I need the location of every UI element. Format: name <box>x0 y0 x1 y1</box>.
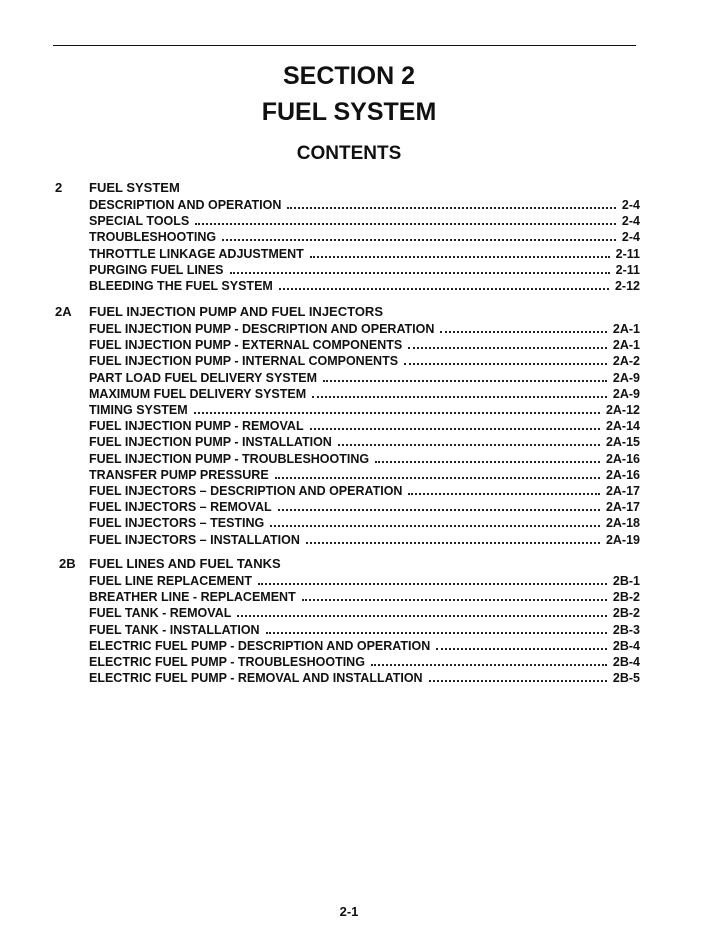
toc-entry-label: TRANSFER PUMP PRESSURE <box>89 467 269 482</box>
toc-entry-label: FUEL TANK - INSTALLATION <box>89 622 260 637</box>
section-number: 2B <box>59 556 76 571</box>
toc-entry-page: 2B-2 <box>612 590 640 605</box>
toc-entry-page: 2A-9 <box>612 370 640 385</box>
toc-entry-page: 2B-3 <box>612 622 640 637</box>
toc-entry[interactable] <box>89 604 640 620</box>
toc-entry-page: 2A-15 <box>605 435 640 450</box>
toc-entry-page: 2A-9 <box>612 386 640 401</box>
toc-entry[interactable] <box>89 261 640 277</box>
dot-leader <box>310 426 600 430</box>
dot-leader <box>312 394 607 398</box>
toc-entry-label: DESCRIPTION AND OPERATION <box>89 198 282 212</box>
dot-leader <box>323 378 607 382</box>
toc-entry[interactable] <box>89 385 640 401</box>
toc-entry-page: 2A-16 <box>605 451 640 466</box>
toc-entry[interactable] <box>89 482 640 498</box>
toc-entry[interactable] <box>89 401 640 417</box>
toc-entry-page: 2A-19 <box>605 532 640 547</box>
toc-entry[interactable] <box>89 228 640 244</box>
toc-entry[interactable] <box>89 433 640 449</box>
page-number: 2-1 <box>339 904 359 919</box>
toc-entry-label: TIMING SYSTEM <box>89 403 188 417</box>
toc-entry-page: 2B-4 <box>612 638 640 653</box>
dot-leader <box>278 507 600 511</box>
toc-entry-page: 2-4 <box>621 214 640 229</box>
dot-leader <box>279 286 609 290</box>
toc-entry[interactable] <box>89 336 640 352</box>
dot-leader <box>408 491 599 495</box>
toc-entry[interactable] <box>89 212 640 228</box>
page-title: FUEL SYSTEM <box>261 98 437 126</box>
toc-entry[interactable] <box>89 572 640 588</box>
dot-leader <box>436 646 607 650</box>
contents-heading: CONTENTS <box>296 143 402 164</box>
toc-entry-page: 2-4 <box>621 230 640 245</box>
toc-entry-page: 2-12 <box>614 279 640 293</box>
toc-entry[interactable] <box>89 637 640 653</box>
toc-entry[interactable] <box>89 498 640 514</box>
section-title: FUEL INJECTION PUMP AND FUEL INJECTORS <box>89 304 383 319</box>
dot-leader <box>275 475 600 479</box>
section-number: 2 <box>55 180 63 195</box>
toc-entry[interactable] <box>89 369 640 385</box>
toc-entry[interactable] <box>89 621 640 637</box>
toc-entry-page: 2B-2 <box>612 606 640 621</box>
dot-leader <box>287 205 616 209</box>
toc-entry-label: TROUBLESHOOTING <box>89 230 217 245</box>
toc-entry[interactable] <box>89 514 640 530</box>
section-number: 2A <box>55 304 72 319</box>
toc-entry-page: 2A-17 <box>605 500 640 515</box>
dot-leader <box>429 678 607 682</box>
dot-leader <box>440 329 607 333</box>
dot-leader <box>237 613 607 617</box>
toc-entry[interactable] <box>89 653 640 669</box>
toc-entry-label: FUEL INJECTION PUMP - EXTERNAL COMPONENTS <box>89 338 403 353</box>
toc-entry-label: SPECIAL TOOLS <box>89 214 190 229</box>
toc-entry-page: 2A-16 <box>605 467 640 482</box>
dot-leader <box>230 270 610 274</box>
toc-entry-page: 2-11 <box>615 262 640 277</box>
toc-entry-label: FUEL TANK - REMOVAL <box>89 606 232 621</box>
toc-entry-label: ELECTRIC FUEL PUMP - TROUBLESHOOTING <box>89 655 365 669</box>
dot-leader <box>222 237 616 241</box>
top-rule <box>53 45 636 46</box>
dot-leader <box>302 597 607 601</box>
toc-entry-page: 2B-1 <box>612 574 640 588</box>
toc-entry-label: FUEL INJECTORS – INSTALLATION <box>89 532 300 547</box>
toc-entry[interactable] <box>89 277 640 293</box>
toc-entry[interactable] <box>89 196 640 212</box>
toc-entry-label: MAXIMUM FUEL DELIVERY SYSTEM <box>89 386 307 401</box>
toc-entry-page: 2A-1 <box>612 322 640 336</box>
toc-entry-label: ELECTRIC FUEL PUMP - DESCRIPTION AND OPERATION <box>89 638 431 653</box>
toc-entry-label: BLEEDING THE FUEL SYSTEM <box>89 279 273 293</box>
dot-leader <box>194 410 600 414</box>
toc-entry-page: 2A-18 <box>605 516 640 531</box>
toc-entry-label: FUEL INJECTORS – REMOVAL <box>89 500 272 515</box>
dot-leader <box>258 581 607 585</box>
dot-leader <box>408 345 607 349</box>
toc-entry[interactable] <box>89 245 640 261</box>
toc-entry-label: PURGING FUEL LINES <box>89 262 224 277</box>
toc-entry-page: 2A-14 <box>605 419 640 434</box>
toc-entry[interactable] <box>89 669 640 685</box>
dot-leader <box>195 221 616 225</box>
toc-entry-label: BREATHER LINE - REPLACEMENT <box>89 590 296 605</box>
toc-entry[interactable] <box>89 417 640 433</box>
toc-entry-label: PART LOAD FUEL DELIVERY SYSTEM <box>89 370 318 385</box>
toc-entry-label: FUEL INJECTION PUMP - DESCRIPTION AND OPERATION <box>89 322 435 336</box>
toc-entry-page: 2A-17 <box>605 484 640 498</box>
toc-entry-label: FUEL INJECTION PUMP - TROUBLESHOOTING <box>89 451 370 466</box>
toc-entry-page: 2-4 <box>621 198 640 212</box>
toc-entry-page: 2-11 <box>615 246 640 261</box>
toc-entry[interactable] <box>89 320 640 336</box>
toc-entry-label: FUEL LINE REPLACEMENT <box>89 574 252 588</box>
dot-leader <box>310 254 610 258</box>
section-title: FUEL LINES AND FUEL TANKS <box>89 556 281 571</box>
toc-entry-label: FUEL INJECTORS – DESCRIPTION AND OPERATION <box>89 484 403 498</box>
section-heading: SECTION 2 <box>283 62 415 90</box>
toc-entry[interactable] <box>89 588 640 604</box>
dot-leader <box>375 459 600 463</box>
dot-leader <box>266 630 607 634</box>
toc-entry-label: FUEL INJECTION PUMP - INTERNAL COMPONENTS <box>89 354 399 369</box>
toc-entry-label: FUEL INJECTION PUMP - INSTALLATION <box>89 435 332 450</box>
toc-entry-label: FUEL INJECTORS – TESTING <box>89 516 265 531</box>
toc-entry[interactable] <box>89 450 640 466</box>
toc-entry-page: 2B-5 <box>612 671 640 686</box>
toc-entry-label: THROTTLE LINKAGE ADJUSTMENT <box>89 246 304 261</box>
toc-entry[interactable] <box>89 352 640 368</box>
section-title: FUEL SYSTEM <box>89 180 180 195</box>
dot-leader <box>404 361 607 365</box>
dot-leader <box>338 442 600 446</box>
toc-entry[interactable] <box>89 466 640 482</box>
toc-entry-label: FUEL INJECTION PUMP - REMOVAL <box>89 419 304 434</box>
dot-leader <box>306 540 600 544</box>
toc-entry-page: 2A-2 <box>612 354 640 369</box>
toc-entry-page: 2A-12 <box>605 403 640 417</box>
toc-entry[interactable] <box>89 531 640 547</box>
toc-entry-label: ELECTRIC FUEL PUMP - REMOVAL AND INSTALLATION <box>89 671 423 686</box>
dot-leader <box>371 662 607 666</box>
toc-entry-page: 2A-1 <box>612 338 640 353</box>
dot-leader <box>270 523 600 527</box>
toc-entry-page: 2B-4 <box>612 655 640 669</box>
